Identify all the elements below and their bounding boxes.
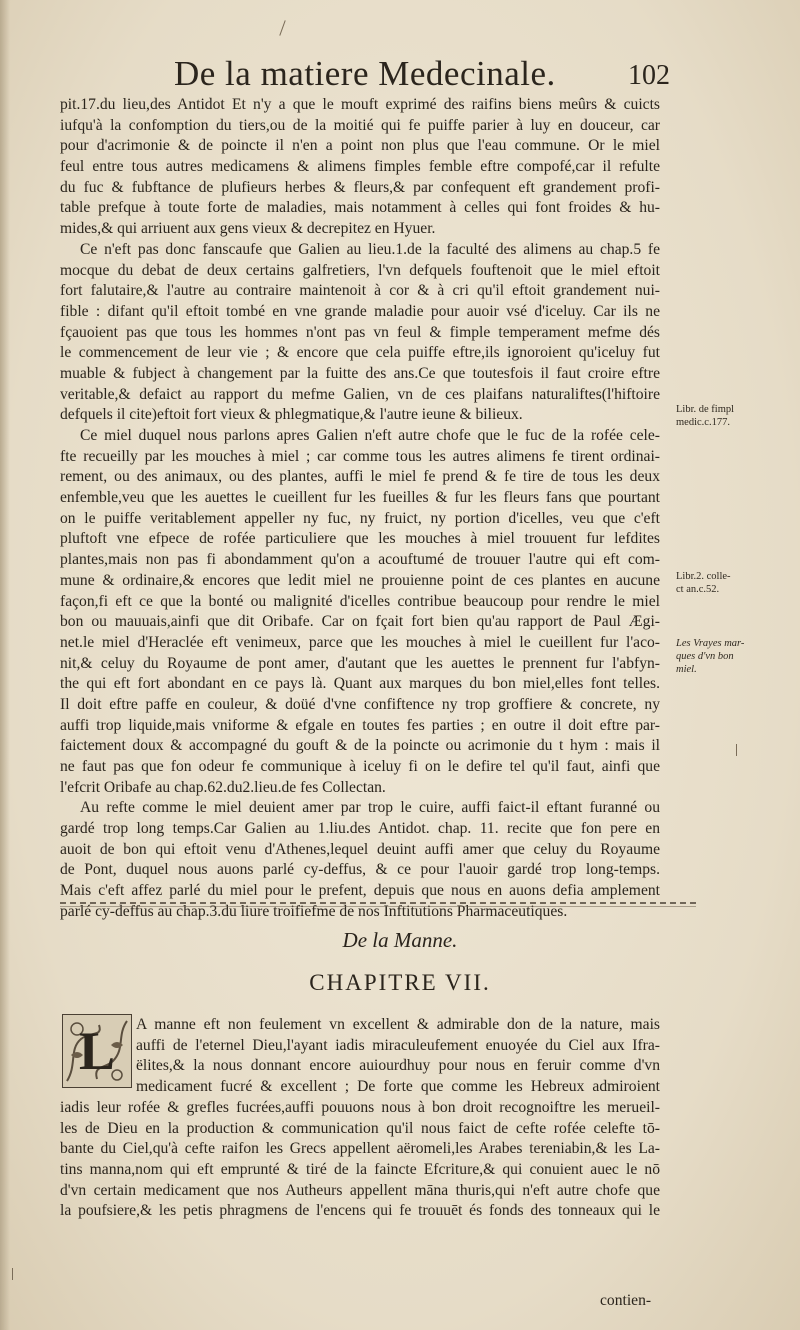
text-line: de Pont, duquel nous auons parlé cy-deffus, & ce pour l'auoir gardé trop long-temps. [60,861,660,879]
text-line: le commencement de leur vie ; & encore que cela puiffe eftre,ils ignoroient qu'iceluy fut [60,344,660,362]
text-line: net.le miel d'Heraclée eft venimeux, parce que les mouches à miel le cueillent fur l'aco- [60,633,660,651]
text-line: plantes,mais non pas fi abondamment qu'on a acouftumé de trouuer l'autre qui eft com- [60,551,660,569]
catch-word: contien- [600,1292,652,1309]
text-line: enfemble,veu que les auettes le cueillent fur les fueilles & fur les fleurs fans que pourtant [60,489,660,507]
margin-note-line: Libr.2. colle- [676,571,731,582]
drop-cap-letter: L [78,1021,116,1081]
section-heading: De la Manne. [342,928,458,952]
text-line: faictement doux & accompagné du gouft & de la poincte ou acrimonie du t hym : mais il [60,737,660,755]
text-line: auffi de l'eternel Dieu,l'ayant iadis miraculeufement enuoyée du Ciel aux Ifra- [136,1036,660,1054]
text-line: tins manna,nom qui eft emprunté & tiré de la faincte Efcriture,& qui conuient auec le nō [60,1161,660,1179]
margin-note-line: Les Vrayes mar- [676,638,745,649]
text-line: d'vn certain medicament que nos Autheurs appellent māna thuris,qui n'eft autre chofe que [60,1181,660,1199]
text-line: fible : difant qu'il eftoit tombé en vne grande maladie pour auoir vsé d'iceluy. Car ils ne [60,302,660,320]
page-edge-shadow [0,0,10,1330]
text-line: muable & fubject à changement par la fuitte des ans.Ce que toutesfois il faut croire eftre [60,364,660,382]
chapter-heading: CHAPITRE VII. [309,970,491,995]
paper-speck [736,744,737,756]
margin-note-simpl-medic [676,403,786,429]
text-line: defquels il cite)eftoit fort vieux & phlegmatique,& l'autre ieune & bilieux. [60,406,523,424]
margin-note-line: ques d'vn bon [676,651,734,662]
text-line: auoit de bon qui eftoit venu d'Athenes,lequel deuint auffi amer que celuy du Royaume [60,840,660,858]
margin-note-marques-miel [676,637,786,676]
chapter-body-text [60,1098,660,1222]
text-line: ne faut pas que fon odeur fe communique à iceluy fi on le defire tel qu'il faut, ainfi que [60,758,660,775]
text-line: bante du Ciel,qu'à cefte raifon les Grecs appellent aëromeli,les Arabes tereniabin,& les La- [60,1140,660,1158]
text-line: auffi trop liquide,mais vniforme & efgale en toutes fes parties ; en outre il doit eftre par- [60,716,660,734]
text-line: pit.17.du lieu,des Antidot Et n'y a que le mouft exprimé des raifins biens meûrs & cuicts [60,96,660,113]
section-divider-rule [60,902,696,904]
text-line: fort falutaire,& l'autre au contraire maintenoit à cor & à cri qu'il eftoit grandement nui- [60,282,660,300]
text-line: du fuc & fubftance de plufieurs herbes & fleurs,& par confequent eft grandement profi- [60,178,660,196]
text-line: iadis leur rofée & grefles fucrées,auffi pouuons nous à bon droit recognoiftre les merueil- [60,1099,660,1116]
text-line: A manne eft non feulement vn excellent & admirable don de la nature, mais [136,1016,660,1033]
paper-speck [279,20,285,35]
text-line: mocque du debat de deux certains galfretiers, l'vn defquels fouftenoit que le miel eftoit [60,261,660,279]
text-line: l'efcrit Oribafe au chap.62.du2.lieu.de fes Collectan. [60,778,386,796]
text-line: Ce miel duquel nous parlons apres Galien n'eft autre chofe que le fuc de la rofée cele- [80,427,660,444]
body-text-upper [60,95,660,923]
text-line: veritable,& defaict au rapport du mefme Galien, vn de ces plaifans naturaliftes(l'hiftoire [60,385,660,403]
text-line: Mais c'eft affez parlé du miel pour le prefent, depuis que nous en auons defia amplement [60,882,660,900]
margin-note-line: medic.c.177. [676,417,730,428]
text-line: bon ou mauuais,ainfi que dit Oribafe. Car on fçait fort bien qu'au rapport de Paul Ægi- [60,613,660,631]
text-line: pour d'acrimonie & de poincte il n'en a point non plus que l'eau commune. Or le miel [60,137,660,155]
margin-note-collect [676,570,786,596]
text-line: the qui eft fort abondant en ce pays là. Quant aux marques du bon miel,elles font telles. [60,675,660,693]
text-line: gardé trop long temps.Car Galien au 1.liu.des Antidot. chap. 11. recite que fon pere en [60,820,660,838]
drop-cap-initial [62,1014,132,1088]
margin-note-line: ct an.c.52. [676,584,720,595]
page-number: 102 [628,60,670,91]
text-line: mides,& qui arriuent aux gens vieux & decrepitez en Hyuer. [60,220,436,238]
text-line: nit,& celuy du Royaume de pont amer, d'autant que les auettes le prennent fur l'abfyn- [60,654,660,672]
margin-note-line: Libr. de fimpl [676,404,735,415]
section-divider-rule-thin [60,906,696,907]
text-line: feul entre tous autres medicamens & alimens fimples femble eftre compofé,car il refulte [60,158,660,176]
text-line: pluftoft vne efpece de rofée particuliere que les mouches à miel trouuent fur lefdites [60,530,660,548]
text-line: parlé cy-deffus au chap.3.du liure troifiefme de nos Inftitutions Pharmaceutiques. [60,902,568,920]
text-line: iufqu'à la confomption du tiers,ou de la moitié qui fe puiffe parier à luy en douceur, car [60,116,660,134]
text-line: la poufsiere,& les petis phragmens de l'encens qui fe trouuēt és fonds des tonneaux qui le [60,1202,660,1220]
text-line: mune & ordinaire,& encores que ledit miel ne prouienne point de ces plantes en aucune [60,571,660,589]
text-line: medicament fucré & excellent ; De forte que comme les Hebreux admiroient [136,1078,660,1096]
text-line: façon,fi eft ce que la bonté ou malignité d'icelles contribue beaucoup pour rendre le miel [60,592,660,610]
text-line: les de Dieu en la production & communication qu'il nous faict de cefte rofée celefte tō- [60,1119,660,1137]
chapter-opening-wrapped [136,1015,660,1098]
text-line: rement, ou des animaux, ou des plantes, auffi le miel fe prend & fe tire de tous les deux [60,468,660,486]
paper-speck [12,1268,13,1280]
text-line: on le puiffe veritablement appeller ny fuc, ny fruict, ny portion d'icelles, veu que c'eft [60,509,660,527]
text-line: fte recueilly par les mouches à miel ; car comme tous les autres alimens fe tirent ordinai- [60,447,660,465]
text-line: ëlites,& la nous donnant encore auiourdhuy pour nous en feruir comme d'vn [136,1057,660,1075]
running-header-title: De la matiere Medecinale. [174,54,556,93]
text-line: Ce n'eft pas donc fanscaufe que Galien au lieu.1.de la faculté des alimens au chap.5 fe [80,240,660,258]
margin-note-line: miel. [676,664,697,675]
text-line: Il doit eftre paffe en couleur, & doüé d'vne confiftence ny trop groffiere & concrete, ny [60,695,660,713]
text-line: table prefque à toute forte de maladies, mais notamment à celles qui font froides & hu- [60,199,660,217]
text-line: fçauoient pas que tous les hommes n'ont pas vn feul & fimple temperament mefme dés [60,323,660,341]
text-line: Au refte comme le miel deuient amer par trop le cuire, auffi faict-il eftant furanné ou [80,799,660,817]
